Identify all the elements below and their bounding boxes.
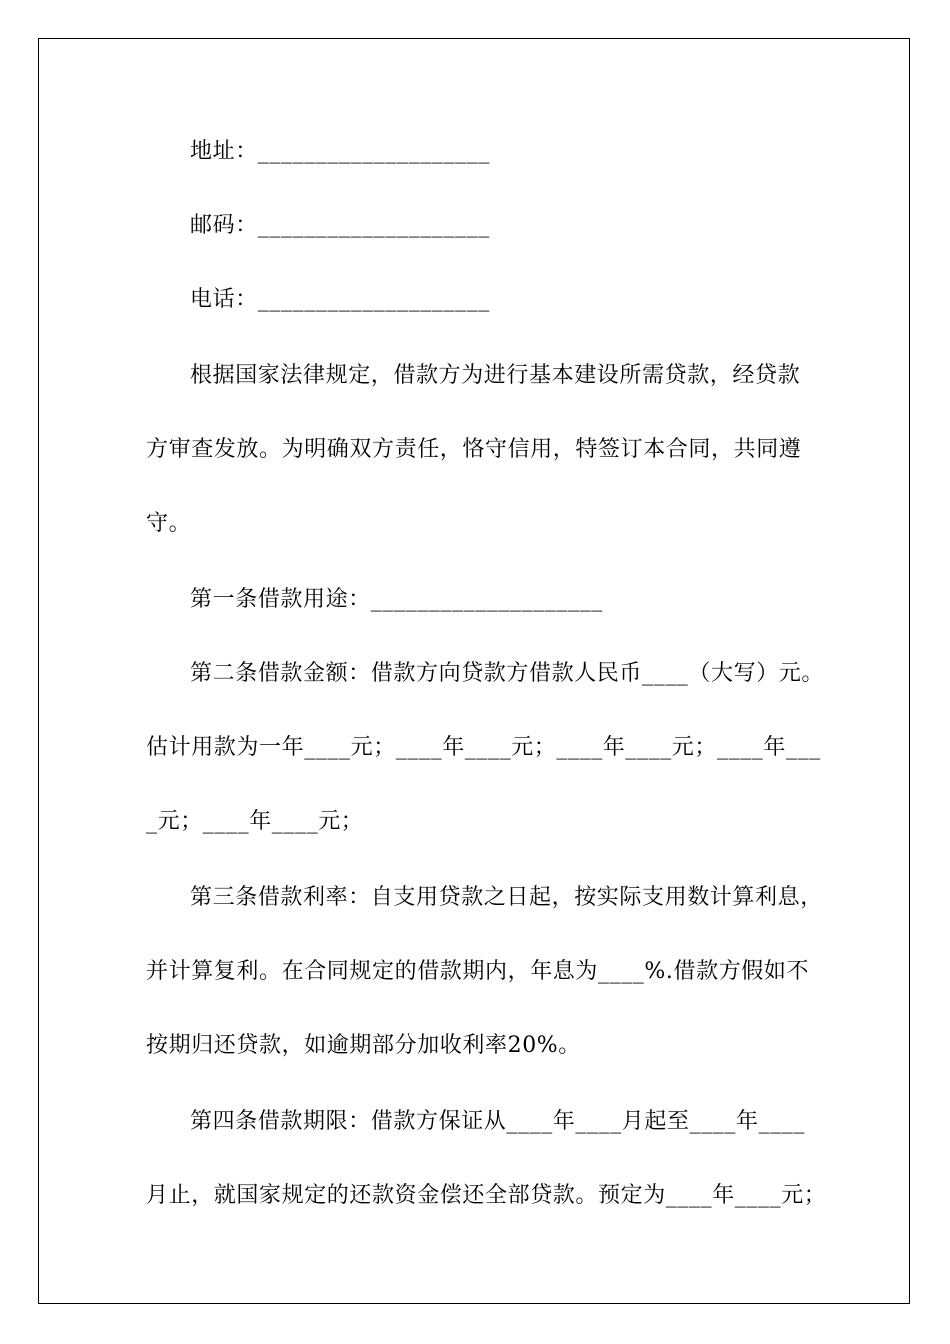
article-2-line-2: 估计用款为一年____元；____年____元；____年____元；____年___	[146, 735, 821, 760]
article-1: 第一条借款用途：____________________	[190, 587, 603, 612]
phone-field: 电话：____________________	[190, 287, 490, 312]
article-2-line-3: _元；____年____元；	[146, 809, 364, 834]
article-2-line-1: 第二条借款金额：借款方向贷款方借款人民币____（大写）元。	[190, 661, 825, 686]
article-3-line-3: 按期归还贷款，如逾期部分加收利率20%。	[146, 1033, 581, 1058]
preamble-line-3: 守。	[146, 511, 192, 536]
preamble-line-2: 方审查发放。为明确双方责任，恪守信用，特签订本合同，共同遵	[146, 437, 802, 462]
postcode-field: 邮码：____________________	[190, 213, 490, 238]
article-3-line-2: 并计算复利。在合同规定的借款期内，年息为____%.借款方假如不	[146, 959, 810, 984]
preamble-line-1: 根据国家法律规定，借款方为进行基本建设所需贷款，经贷款	[190, 363, 801, 388]
article-4-line-2: 月止，就国家规定的还款资金偿还全部贷款。预定为____年____元；	[146, 1183, 827, 1208]
article-4-line-1: 第四条借款期限：借款方保证从____年____月起至____年____	[190, 1109, 806, 1134]
article-3-line-1: 第三条借款利率：自支用贷款之日起，按实际支用数计算利息，	[190, 885, 823, 910]
address-field: 地址：____________________	[190, 139, 490, 164]
